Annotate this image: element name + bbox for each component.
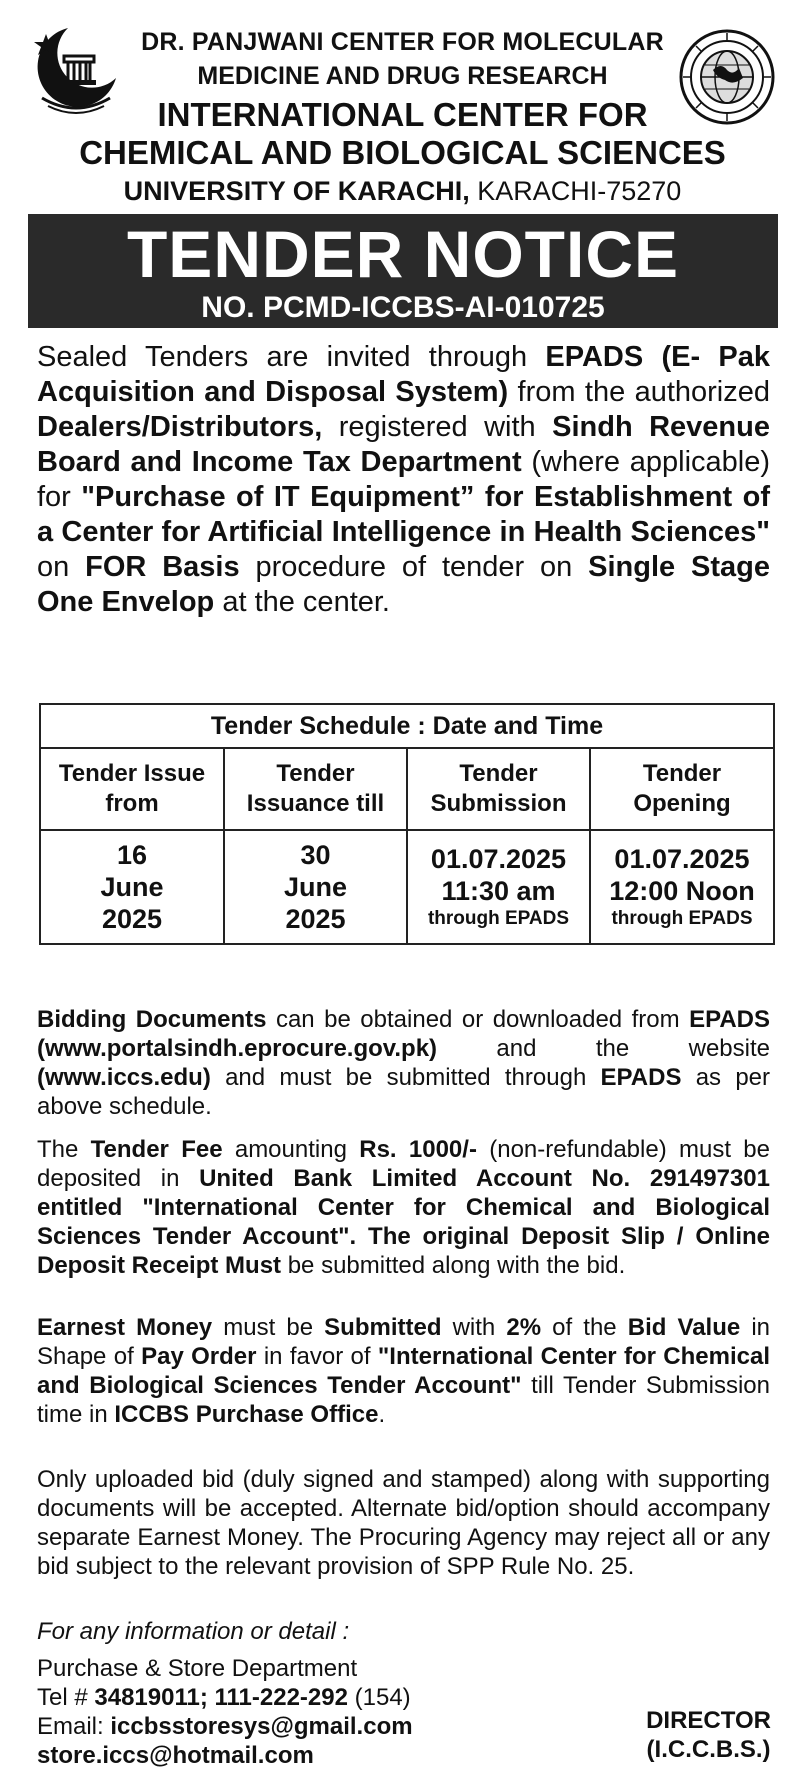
intro-bold-4: "Purchase of IT Equipment” for Establishment of a Center for Artificial Intelligence in Health Sciences": [37, 481, 770, 548]
header-issuance-till-l2: Issuance till: [246, 790, 385, 817]
email-address-2: store.iccs@hotmail.com: [37, 1742, 314, 1769]
bidding-bold-3: (www.iccs.edu): [37, 1064, 211, 1091]
earnest-bold-2: Submitted: [324, 1314, 442, 1341]
schedule-title: Tender Schedule : Date and Time: [41, 705, 773, 749]
header-issue-from: [41, 749, 224, 830]
opening-date: 01.07.2025: [614, 844, 750, 874]
earnest-text-1: must be: [212, 1314, 325, 1341]
header-issuance-till: [224, 749, 407, 830]
bidding-bold-1: Bidding Documents: [37, 1006, 267, 1033]
header: [0, 0, 805, 205]
director-signature: [646, 1706, 771, 1764]
header-issue-from-l1: Tender Issue: [58, 760, 206, 787]
intro-bold-1: EPADS (E- Pak Acquisition and Disposal System): [37, 341, 770, 408]
schedule-header-row: [41, 749, 773, 830]
earnest-text-3: of the: [541, 1314, 628, 1341]
city-name: KARACHI-75270: [469, 176, 682, 206]
fee-bold-2: Rs. 1000/-: [359, 1136, 477, 1163]
header-opening-l2: Opening: [633, 790, 731, 817]
fee-text-4: be submitted along with the bid.: [281, 1252, 626, 1279]
issue-from-month: June: [100, 872, 164, 902]
fee-bold-1: Tender Fee: [90, 1136, 223, 1163]
submission-time: 11:30 am: [441, 876, 556, 906]
university-line: [0, 176, 805, 207]
bidding-text-2: and the website: [437, 1035, 770, 1062]
tel-numbers: 34819011; 111-222-292: [94, 1684, 348, 1711]
cell-issue-from: [41, 830, 224, 943]
issuance-till-day: 30: [300, 840, 331, 870]
earnest-money-paragraph: [37, 1313, 770, 1429]
intro-bold-3: Sindh Revenue Board and Income Tax Department: [37, 411, 770, 478]
contact-telephone: [37, 1683, 413, 1712]
header-line-4: CHEMICAL AND BIOLOGICAL SCIENCES: [79, 134, 726, 171]
intro-text-5: on: [37, 551, 86, 583]
tender-number: NO. PCMD-ICCBS-AI-010725: [201, 291, 605, 324]
director-title: DIRECTOR: [646, 1707, 771, 1734]
director-org: (I.C.C.B.S.): [646, 1736, 771, 1763]
bidding-bold-2: EPADS (www.portalsindh.eprocure.gov.pk): [37, 1006, 771, 1062]
earnest-text-2: with: [441, 1314, 507, 1341]
intro-text-4: (where applicable) for: [37, 446, 771, 513]
header-issue-from-l2: from: [105, 790, 159, 817]
contact-heading: For any information or detail :: [37, 1618, 350, 1645]
contact-email-1: [37, 1712, 413, 1741]
contact-email-2: [37, 1741, 413, 1770]
opening-via: through EPADS: [611, 908, 753, 929]
intro-text-1: Sealed Tenders are invited through: [37, 341, 546, 373]
issuance-till-month: June: [283, 872, 348, 902]
earnest-bold-3: 2%: [506, 1314, 542, 1341]
cell-submission: [407, 830, 590, 943]
earnest-bold-4: Bid Value: [627, 1314, 741, 1341]
intro-paragraph: [37, 340, 770, 620]
header-line-1: DR. PANJWANI CENTER FOR MOLECULAR: [141, 28, 664, 56]
bidding-documents-paragraph: [37, 1005, 770, 1121]
email-label: Email:: [37, 1713, 111, 1740]
earnest-bold-1: Earnest Money: [37, 1314, 213, 1341]
issue-from-year: 2025: [101, 904, 163, 934]
submission-date: 01.07.2025: [430, 844, 567, 874]
intro-bold-2: Dealers/Distributors,: [37, 411, 323, 443]
fee-bold-3: United Bank Limited Account No. 291497301 entitled "International Center for Chemical and Biological Sciences Tender Account". The original Deposit Slip / Online Deposit Receipt Must: [37, 1165, 770, 1279]
header-submission: [407, 749, 590, 830]
intro-bold-5: FOR Basis: [85, 551, 240, 583]
intro-bold-6: Single Stage One Envelop: [37, 551, 770, 618]
cell-issuance-till: [224, 830, 407, 943]
contact-block: [37, 1617, 413, 1770]
bidding-bold-4: EPADS: [600, 1064, 682, 1091]
header-line-3: INTERNATIONAL CENTER FOR: [157, 96, 648, 133]
earnest-text-6: till Tender Submission time in: [37, 1372, 770, 1428]
opening-time: 12:00 Noon: [609, 876, 755, 906]
fee-text-1: The: [37, 1136, 91, 1163]
cell-opening: [590, 830, 773, 943]
schedule-grid: [41, 749, 773, 943]
schedule-data-row: [41, 830, 773, 943]
submission-via: through EPADS: [427, 908, 570, 929]
issuance-till-year: 2025: [285, 904, 346, 934]
intro-text-2: from the authorized: [508, 376, 770, 408]
earnest-text-5: in favor of: [256, 1343, 378, 1370]
fee-text-3: (non-refundable) must be deposited in: [37, 1136, 770, 1192]
tel-label: Tel #: [37, 1684, 95, 1711]
header-opening: [590, 749, 773, 830]
earnest-bold-5: Pay Order: [141, 1343, 257, 1370]
email-address-1: iccbsstoresys@gmail.com: [110, 1713, 413, 1740]
earnest-bold-7: ICCBS Purchase Office: [114, 1401, 379, 1428]
header-issuance-till-l1: Tender: [276, 760, 355, 787]
bidding-text-1: can be obtained or downloaded from: [266, 1006, 690, 1033]
earnest-text-7: .: [378, 1401, 386, 1428]
intro-text-7: at the center.: [214, 586, 390, 618]
fee-text-2: amounting: [222, 1136, 360, 1163]
tender-notice-banner: [28, 214, 778, 328]
bidding-text-4: as per above schedule.: [37, 1064, 770, 1120]
tender-fee-paragraph: [37, 1135, 770, 1280]
contact-department: Purchase & Store Department: [37, 1655, 358, 1682]
university-name: UNIVERSITY OF KARACHI,: [123, 176, 470, 206]
header-line-2: MEDICINE AND DRUG RESEARCH: [197, 62, 608, 90]
earnest-text-4: in Shape of: [37, 1314, 770, 1370]
intro-text-6: procedure of tender on: [239, 551, 589, 583]
header-opening-l1: Tender: [642, 760, 722, 787]
issue-from-day: 16: [116, 840, 148, 870]
intro-text-3: registered with: [322, 411, 553, 443]
header-submission-l1: Tender: [459, 760, 538, 787]
banner-title: TENDER NOTICE: [126, 217, 680, 291]
tel-extension: (154): [347, 1684, 411, 1711]
uploaded-bid-note: Only uploaded bid (duly signed and stamped) along with supporting documents will be accepted. Alternate bid/option should accompany separate Earnest Money. The Procuring Agency may reject all or any bid subject to the relevant provision of SPP Rule No. 25.: [37, 1466, 770, 1580]
earnest-bold-6: "International Center for Chemical and Biological Sciences Tender Account": [37, 1343, 771, 1399]
header-submission-l2: Submission: [430, 790, 567, 817]
tender-schedule-table: [39, 703, 775, 945]
bidding-text-3: and must be submitted through: [210, 1064, 601, 1091]
